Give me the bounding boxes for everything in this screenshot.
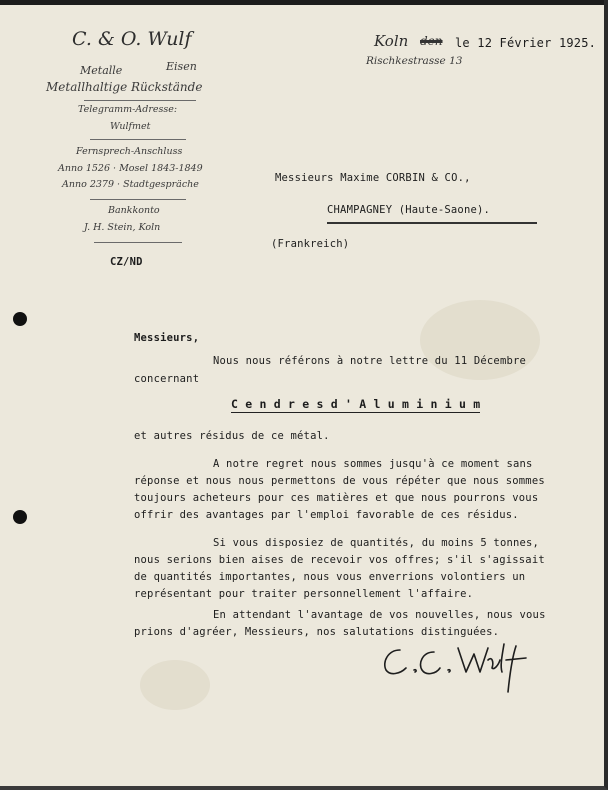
letterhead-divider (90, 139, 186, 140)
phone-label: Fernsprech-Anschluss (76, 146, 183, 157)
paragraph-1-line-1: Nous nous référons à notre lettre du 11 Décembre (213, 355, 527, 367)
letterhead-divider (84, 100, 196, 101)
paragraph-3-line-3: toujours acheteurs pour ces matières et que nous pourrons vous (134, 492, 539, 504)
company-name: C. & O. Wulf (72, 28, 192, 50)
bank-label: Bankkonto (108, 205, 160, 216)
letterhead-divider (90, 199, 186, 200)
top-edge (0, 0, 608, 5)
recipient-underline (327, 222, 537, 224)
paper-stain (420, 300, 540, 380)
salutation: Messieurs, (134, 332, 200, 344)
date-city: Koln (374, 32, 409, 50)
punch-hole-bottom (13, 510, 27, 524)
letter-date: le 12 Février 1925. (455, 36, 597, 50)
recipient-country: (Frankreich) (271, 238, 350, 250)
paragraph-3-line-4: offrir des avantages par l'emploi favorable de ces résidus. (134, 509, 519, 521)
paragraph-3-line-2: réponse et nous nous permettons de vous répéter que nous sommes (134, 475, 545, 487)
bank-value: J. H. Stein, Koln (84, 222, 161, 233)
telegram-label: Telegramm-Adresse: (78, 104, 178, 115)
subject-line: C e n d r e s d ' A l u m i n i u m (231, 397, 481, 411)
paragraph-4-line-1: Si vous disposiez de quantités, du moins 5 tonnes, (213, 537, 540, 549)
letterhead-metalle: Metalle (80, 64, 123, 77)
letterhead-divider (94, 242, 182, 243)
street-address: Rischkestrasse 13 (366, 55, 463, 67)
paragraph-5-line-1: En attendant l'avantage de vos nouvelles, nous vous (213, 609, 546, 621)
paragraph-4-line-2: nous serions bien aises de recevoir vos offres; s'il s'agissait (134, 554, 545, 566)
paragraph-5-line-2: prions d'agréer, Messieurs, nos salutations distinguées. (134, 626, 500, 638)
handwritten-signature (376, 636, 536, 696)
recipient-name: Messieurs Maxime CORBIN & CO., (275, 172, 471, 184)
phone-line-2: Anno 2379 · Stadtgespräche (62, 179, 199, 190)
punch-hole-top (13, 312, 27, 326)
recipient-town: CHAMPAGNEY (Haute-Saone). (327, 204, 491, 216)
letterhead-eisen: Eisen (166, 60, 197, 73)
phone-line-1: Anno 1526 · Mosel 1843-1849 (58, 163, 203, 174)
date-struck-word: den (420, 34, 443, 48)
paragraph-4-line-4: représentant pour traiter personnellement l'affaire. (134, 588, 474, 600)
telegram-value: Wulfmet (110, 121, 151, 132)
paper-stain (140, 660, 210, 710)
reference-code: CZ/ND (110, 256, 143, 268)
paragraph-4-line-3: de quantités importantes, nous vous enverrions volontiers un (134, 571, 526, 583)
paragraph-1-line-2: concernant (134, 373, 200, 385)
paragraph-2: et autres résidus de ce métal. (134, 430, 330, 442)
paragraph-3-line-1: A notre regret nous sommes jusqu'à ce moment sans (213, 458, 533, 470)
letterhead-metallhaltige: Metallhaltige Rückstände (46, 80, 203, 94)
